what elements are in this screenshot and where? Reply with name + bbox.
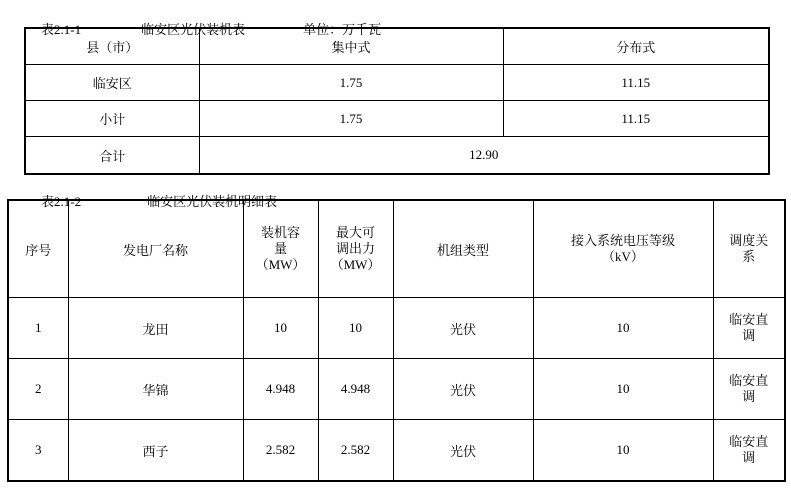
table2-r1-name: 华锦: [68, 359, 243, 420]
table1-caption-number: 表2.1-1: [41, 21, 82, 37]
table1-r1-distributed: 11.15: [503, 101, 769, 137]
table-row: [8, 359, 785, 420]
table2-r2-index: 3: [8, 420, 68, 482]
table2-header-max-output-line1: 最大可: [335, 224, 375, 240]
table1-r0-distributed: 11.15: [503, 65, 769, 101]
table2-header-max-output: [318, 200, 393, 298]
table1-header-centralized: 集中式: [199, 28, 503, 65]
table-row: [25, 65, 769, 101]
table-row: [8, 420, 785, 482]
table1-caption-unit: 单位：万千瓦: [303, 21, 382, 37]
table2-r2-voltage: 10: [533, 420, 713, 482]
table1-header-distributed: 分布式: [503, 28, 769, 65]
table-row: [25, 101, 769, 137]
table2-r0-dispatch-line1: 临安直: [729, 311, 769, 327]
table2-header-capacity-line1: 装机容: [260, 224, 300, 240]
table-row-header: [8, 200, 785, 298]
table2-caption-number: 表2.1-2: [41, 193, 82, 209]
table2-r1-dispatch-line2: 调: [742, 389, 756, 404]
table2-r1-dispatch-line1: 临安直: [729, 372, 769, 388]
table2-r1-dispatch: [713, 359, 785, 420]
table-row-header: [25, 28, 769, 65]
table2-r0-name: 龙田: [68, 298, 243, 359]
table2-r2-name: 西子: [68, 420, 243, 482]
table2-header-dispatch-line2: 系: [742, 249, 756, 264]
table1-r0-county: 临安区: [25, 65, 199, 101]
table-row-total: [25, 137, 769, 175]
table2-header-capacity: [243, 200, 318, 298]
table2-r2-dispatch: [713, 420, 785, 482]
pv-capacity-table: [24, 27, 770, 175]
table2-header-dispatch-line1: 调度关: [729, 232, 769, 248]
table2-header-max-output-line3: （MW）: [330, 257, 381, 273]
table2-r0-max-output: 10: [318, 298, 393, 359]
table2-header-capacity-line3: （MW）: [255, 257, 306, 273]
table2-r1-voltage: 10: [533, 359, 713, 420]
table2-r0-capacity: 10: [243, 298, 318, 359]
table2-r2-dispatch-line1: 临安直: [729, 433, 769, 449]
table2-r0-dispatch-line2: 调: [742, 328, 756, 343]
table2-r0-index: 1: [8, 298, 68, 359]
pv-detail-table: [7, 199, 786, 482]
table1-header-county: 县（市）: [25, 28, 199, 65]
table2-header-capacity-line2: 量: [273, 240, 287, 256]
table2-r2-capacity: 2.582: [243, 420, 318, 482]
table2-header-voltage-line1: 接入系统电压等级: [570, 232, 675, 248]
table2-header-dispatch: [713, 200, 785, 298]
table2-header-plant-name: 发电厂名称: [68, 200, 243, 298]
table1-r1-centralized: 1.75: [199, 101, 503, 137]
table2-header-max-output-line2: 调出力: [335, 240, 375, 256]
table2-r0-voltage: 10: [533, 298, 713, 359]
table1-r0-centralized: 1.75: [199, 65, 503, 101]
table2-r0-unit-type: 光伏: [393, 298, 533, 359]
table1-r1-county: 小计: [25, 101, 199, 137]
table2-r1-unit-type: 光伏: [393, 359, 533, 420]
table2-r2-max-output: 2.582: [318, 420, 393, 482]
table-row: [8, 298, 785, 359]
table2-header-unit-type: 机组类型: [393, 200, 533, 298]
table2-header-voltage-line2: （kV）: [602, 249, 644, 264]
table2-r2-dispatch-line2: 调: [742, 450, 756, 465]
table2-r2-unit-type: 光伏: [393, 420, 533, 482]
table1-caption-title: 临安区光伏装机表: [141, 21, 246, 37]
table2-r0-dispatch: [713, 298, 785, 359]
table2-header-index: 序号: [8, 200, 68, 298]
table2-caption-title: 临安区光伏装机明细表: [147, 193, 278, 209]
table2-header-voltage: [533, 200, 713, 298]
table2-r1-max-output: 4.948: [318, 359, 393, 420]
table2-r1-capacity: 4.948: [243, 359, 318, 420]
table1-total-label: 合计: [25, 137, 199, 175]
table1-total-value: 12.90: [199, 137, 769, 175]
table2-r1-index: 2: [8, 359, 68, 420]
